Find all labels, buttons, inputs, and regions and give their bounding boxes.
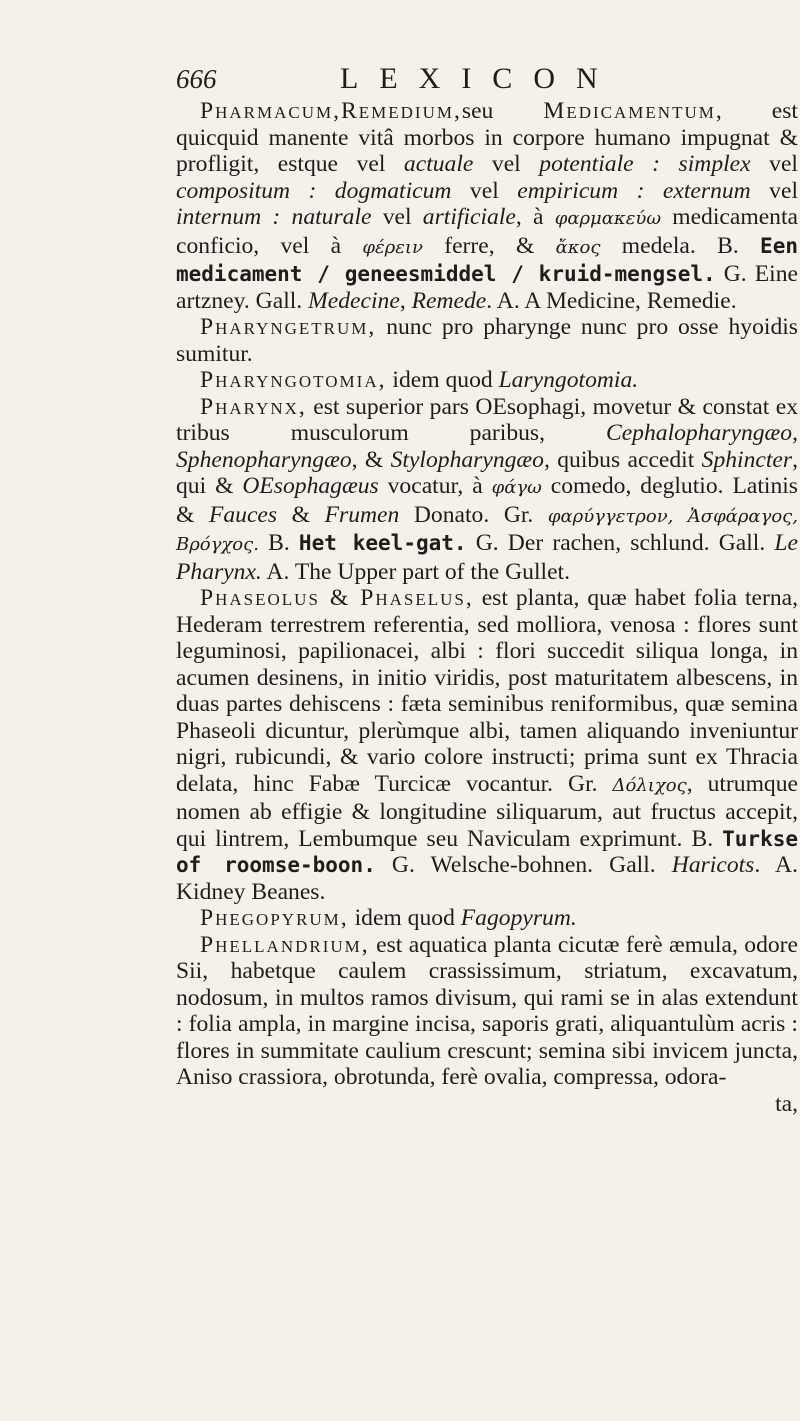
greek-term: φάγω: [491, 477, 542, 498]
entry-text: vel: [473, 151, 540, 177]
lexicon-entry: [176, 98, 798, 314]
entry-text: , à: [515, 204, 555, 230]
entry-text: G. Der rachen, schlund. Gall.: [466, 530, 775, 556]
entry-text: B.: [258, 530, 299, 556]
entry-text: &: [277, 501, 325, 528]
italic-term: Frumen: [324, 501, 400, 528]
lexicon-text: [176, 98, 798, 1117]
entry-headword: Pharynx,: [200, 393, 307, 420]
entry-text: Donato. Gr.: [399, 501, 548, 528]
greek-term: φέρειν: [362, 236, 423, 258]
entry-text: idem quod: [386, 367, 499, 393]
entry-text: , quibus accedit: [543, 446, 702, 473]
lexicon-entry: [176, 585, 798, 905]
running-head: LEXICON: [340, 62, 619, 95]
entry-text: . A. A Medicine, Remedie.: [486, 287, 737, 314]
entry-text: est planta, quæ habet folia terna, Hederam terrestrem referentia, sed molliora, venosa : flores sunt leguminosi, papilionacei, albi : flori succedit siliqua longa, in acumen desinens, in initio viridis, post maturitatem albescens, in duas partes dehiscens : fæta seminibus reniformibus, quæ semina Phaseoli dicuntur, plerùmque albi, tamen aliquando inveniuntur nigri, rubicundi, & vario colore instructi; prima sunt ex Thracia delata, hinc Fabæ Turcicæ vocantur. Gr.: [176, 585, 799, 797]
entry-text: , est quicquid manente vitâ morbos in corpore humano impugnat & profligit, estque vel: [176, 98, 798, 177]
entry-headword: Pharyngetrum,: [200, 314, 377, 340]
greek-term: ἄκος: [555, 236, 601, 258]
entry-text: A. The Upper part of the Gullet.: [261, 558, 570, 585]
italic-term: actuale: [403, 151, 474, 177]
page-number: 666: [176, 64, 217, 94]
italic-term: Stylopharyngæo: [390, 446, 544, 473]
italic-term: artificiale: [422, 204, 516, 230]
entry-headword: Phellandrium,: [200, 931, 370, 958]
entry-text: idem quod: [348, 905, 461, 931]
blackletter-translation: Een medicament / geneesmiddel / kruid-mengsel.: [176, 233, 798, 286]
italic-term: empiricum : externum: [517, 177, 751, 204]
greek-term: φαρύγγετρον, Ἀσφάραγος, Βρόγχος.: [176, 505, 798, 555]
entry-text: G. Eine artzney. Gall.: [176, 261, 798, 314]
italic-term: Medecine: [308, 287, 400, 314]
entry-text: seu: [461, 98, 544, 124]
italic-term: Fagopyrum.: [460, 905, 577, 931]
page-header: [176, 62, 619, 102]
italic-term: Remede: [411, 287, 487, 314]
lexicon-entry: [176, 367, 798, 394]
entry-text: est superior pars OEsophagi, movetur & constat ex tribus musculorum paribus,: [176, 393, 798, 446]
lexicon-entry: [176, 932, 798, 1091]
lexicon-entry: [176, 394, 798, 586]
greek-term: φαρμακεύω: [554, 208, 661, 229]
entry-text: , qui &: [176, 446, 798, 499]
entry-text: vel: [371, 204, 423, 230]
entry-text: , utrumque nomen ab effigie & longitudine siliquarum, aut fructus accepit, qui lintrem, Lembumque seu Naviculam exprimunt. B.: [176, 770, 798, 852]
lexicon-entry: [176, 314, 798, 367]
entry-text: medicamenta conficio, vel à: [176, 204, 799, 259]
italic-term: Cephalopharyngæo, Sphenopharyngæo: [176, 420, 798, 473]
italic-term: potentiale : simplex: [539, 151, 751, 177]
entry-text: est aquatica planta cicutæ ferè æmula, odore Sii, habetque caulem crassissimum, striatum, excavatum, nodosum, in multos ramos divisum, qui rami se in alas extendunt : folia ampla, in margine incisa, saporis grati, aliquantulùm acris : flores in summitate caulium crescunt; semina sibi invicem juncta, Aniso crassiora, obrotunda, ferè ovalia, compressa, odora-: [176, 931, 798, 1090]
italic-term: Haricots: [671, 852, 755, 878]
entry-headword: Phaseolus & Phaselus,: [200, 585, 474, 611]
entry-text: ferre, &: [422, 232, 556, 259]
italic-term: Laryngotomia.: [498, 367, 639, 393]
entry-text: medela. B.: [600, 232, 761, 259]
italic-term: compositum : dogmaticum: [176, 177, 452, 204]
blackletter-translation: Turkse of roomse-boon.: [176, 826, 798, 877]
italic-term: Le Pharynx.: [176, 530, 798, 585]
entry-text: comedo, deglutio. Latinis &: [176, 473, 798, 528]
entry-headword: Pharyngotomia,: [200, 367, 387, 393]
entry-text: vocatur, à: [378, 473, 492, 499]
blackletter-translation: Het keel-gat.: [298, 531, 467, 555]
entry-text: ,: [399, 287, 412, 314]
entry-headword: Pharmacum,Remedium,: [200, 98, 462, 124]
italic-term: Fauces: [208, 501, 278, 528]
entry-text: vel: [750, 177, 799, 204]
greek-term: Δόλιχος: [612, 774, 687, 796]
lexicon-entry: [176, 905, 798, 932]
entry-text: vel: [750, 151, 798, 177]
entry-headword: Phegopyrum,: [200, 905, 349, 931]
entry-text: G. Welsche-bohnen. Gall.: [375, 852, 672, 878]
entry-text: vel: [451, 177, 518, 204]
italic-term: Sphincter: [701, 446, 793, 473]
italic-term: OEsophagæus: [242, 473, 379, 499]
entry-text: , &: [351, 446, 391, 473]
entry-text: . A. Kidney Beanes.: [176, 852, 798, 905]
italic-term: internum : naturale: [176, 204, 372, 230]
entry-text: nunc pro pharynge nunc pro osse hyoidis sumitur.: [176, 314, 798, 367]
catchword: ta,: [775, 1090, 798, 1117]
small-caps-term: Medicamentum: [543, 98, 716, 124]
